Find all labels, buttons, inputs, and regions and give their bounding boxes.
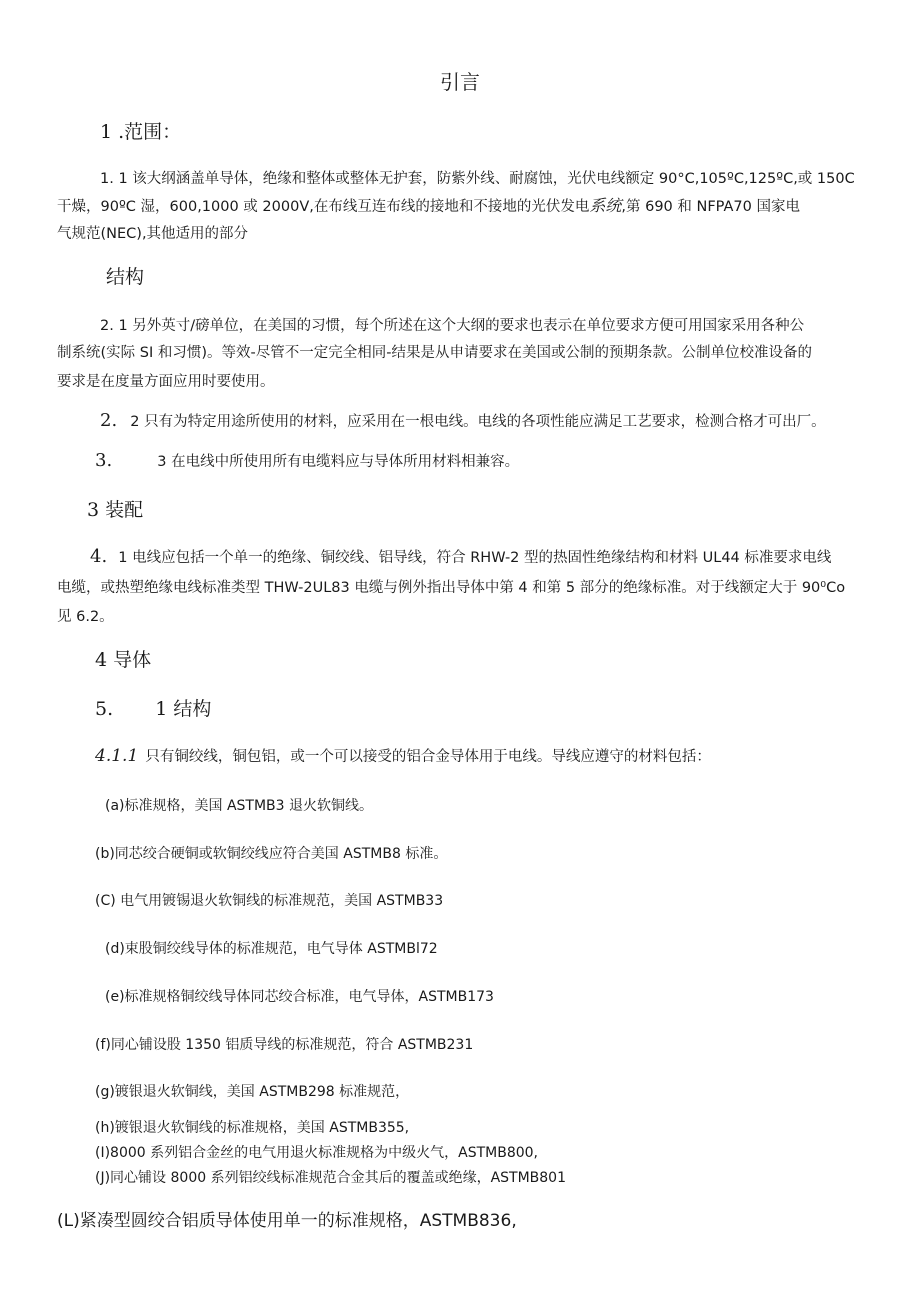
paragraph-3-1-line-1: [90, 545, 831, 571]
list-item-h: (h)镀银退火软铜线的标准规格，美国 ASTMB355,: [95, 1120, 410, 1136]
paragraph-1-1-line-3: 气规范(NEC),其他适用的部分: [57, 226, 249, 242]
paragraph-2-2-text: 2 只有为特定用途所使用的材料，应采用在一根电线。电线的各项性能应满足工艺要求，检测合格才可出厂。: [130, 414, 826, 430]
page-title: 引言: [440, 70, 480, 94]
section-4-1-number: 5.: [95, 698, 114, 720]
paragraph-3-1-line-2: 电缆，或热塑绝缘电线标准类型 THW-2UL83 电缆与例外指出导体中第 4 和第 5 部分的绝缘标准。对于线额定大于 90⁰Co: [57, 580, 846, 596]
paragraph-2-1-line-2: 制系统(实际 SI 和习惯)。等效-尽管不一定完全相同-结果是从申请要求在美国或公制的预期条款。公制单位校准设备的: [57, 345, 812, 361]
section-2-heading: 结构: [106, 266, 145, 288]
paragraph-4-1-1-number: 4.1.1: [95, 746, 139, 766]
paragraph-3-1-line-3: 见 6.2。: [57, 609, 114, 625]
paragraph-1-1-italic: 系统: [589, 196, 622, 215]
section-4-heading: 4 导体: [95, 649, 152, 671]
paragraph-1-1-text-end: ,第 690 和 NFPA70 国家电: [621, 199, 800, 215]
list-item-i: (I)8000 系列铝合金丝的电气用退火标准规格为中级火气，ASTMB800,: [95, 1145, 539, 1161]
section-4-1-title: 1 结构: [155, 698, 212, 720]
list-item-c: (C) 电气用镀锡退火软铜线的标准规范，美国 ASTMB33: [95, 893, 444, 909]
paragraph-2-2-number: 2.: [100, 410, 118, 431]
section-3-heading: 3 装配: [87, 499, 144, 521]
list-item-f: (f)同心铺设股 1350 铝质导线的标准规范，符合 ASTMB231: [95, 1037, 474, 1053]
paragraph-2-3: [95, 449, 519, 475]
list-item-a: (a)标准规格，美国 ASTMB3 退火软铜线。: [105, 798, 374, 814]
paragraph-2-3-text: 3 在电线中所使用所有电缆料应与导体所用材料相兼容。: [157, 454, 520, 470]
paragraph-3-1-number: 4.: [90, 546, 108, 567]
list-item-e: (e)标准规格铜绞线导体同芯绞合标准，电气导体，ASTMB173: [105, 989, 494, 1005]
list-item-g: (g)镀银退火软铜线，美国 ASTMB298 标准规范，: [95, 1084, 410, 1100]
paragraph-2-2: [100, 409, 826, 435]
paragraph-3-1-text: 1 电线应包括一个单一的绝缘、铜绞线、铝导线，符合 RHW-2 型的热固性绝缘结构和材料 UL44 标准要求电线: [118, 550, 832, 566]
section-4-1-heading: [95, 694, 211, 721]
paragraph-4-1-1: [95, 744, 711, 770]
paragraph-1-1-line-1: 1. 1 该大纲涵盖单导体，绝缘和整体或整体无护套，防紫外线、耐腐蚀，光伏电线额定 90°C,105ºC,125ºC,或 150C: [100, 171, 855, 187]
paragraph-1-1-text: 干燥，90ºC 湿，600,1000 或 2000V,在布线互连布线的接地和不接地的光伏发电: [57, 199, 590, 215]
section-1-heading: 1 .范围：: [100, 121, 182, 143]
list-item-j: (J)同心铺设 8000 系列铝绞线标准规范合金其后的覆盖或绝缘，ASTMB801: [95, 1170, 567, 1186]
list-item-l: (L)紧凑型圆绞合铝质导体使用单一的标准规格，ASTMB836,: [57, 1211, 517, 1231]
list-item-d: (d)束股铜绞线导体的标准规范，电气导体 ASTMBl72: [105, 941, 438, 957]
paragraph-2-1-line-1: 2. 1 另外英寸/磅单位，在美国的习惯，每个所述在这个大纲的要求也表示在单位要求方便可用国家采用各种公: [100, 318, 805, 334]
paragraph-4-1-1-text: 只有铜绞线，铜包铝，或一个可以接受的铝合金导体用于电线。导线应遵守的材料包括：: [145, 749, 711, 765]
paragraph-1-1-line-2: [57, 193, 800, 220]
paragraph-2-3-number: 3.: [95, 450, 113, 471]
paragraph-2-1-line-3: 要求是在度量方面应用时要使用。: [57, 374, 275, 390]
list-item-b: (b)同芯绞合硬铜或软铜绞线应符合美国 ASTMB8 标准。: [95, 846, 448, 862]
